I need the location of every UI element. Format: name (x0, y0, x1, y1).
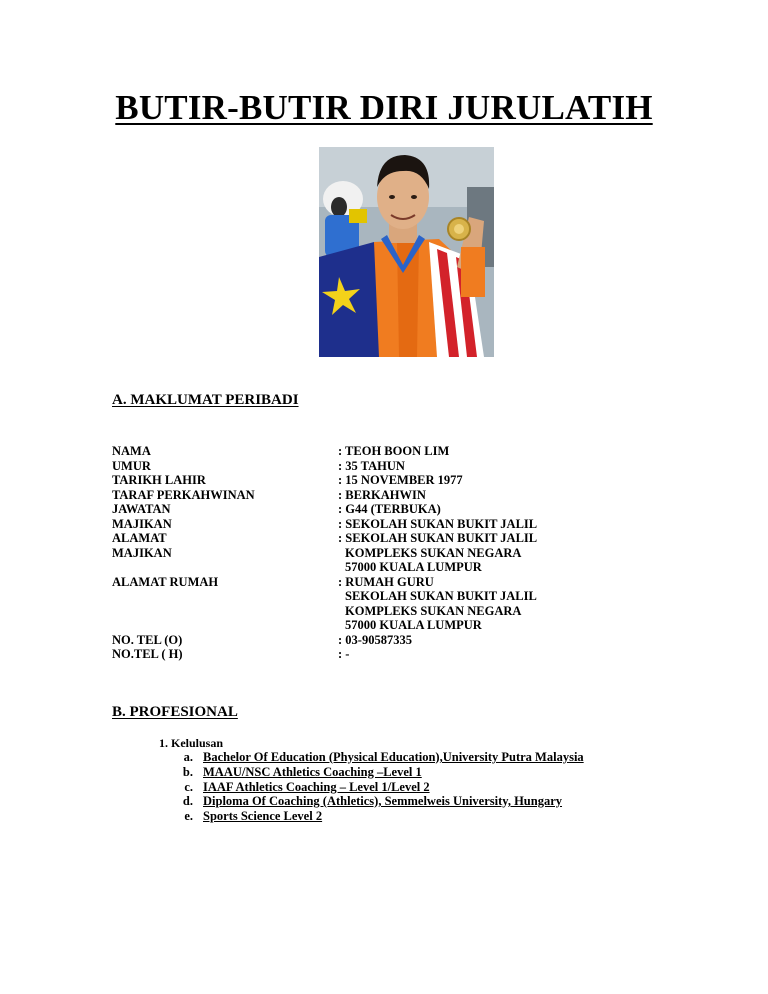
qualification-letter: b. (182, 765, 193, 779)
qualification-letter: c. (184, 779, 193, 794)
label-nama: NAMA (112, 444, 151, 458)
label-majikan: MAJIKAN (112, 516, 172, 531)
value-no-tel-o: : 03-90587335 (338, 632, 412, 647)
section-a-heading: A. MAKLUMAT PERIBADI (112, 392, 299, 408)
label-alamat-rumah: ALAMAT RUMAH (112, 574, 219, 589)
value-tarikh-lahir: : 15 NOVEMBER 1977 (338, 473, 463, 487)
label-taraf-perkahwinan: TARAF PERKAHWINAN (112, 487, 255, 502)
coach-photo-illustration (319, 147, 494, 357)
label-tarikh-lahir: TARIKH LAHIR (112, 473, 206, 487)
value-jawatan: : G44 (TERBUKA) (338, 502, 441, 516)
qualification-text: Bachelor Of Education (Physical Education),University Putra Malaysia (203, 750, 584, 764)
value-alamat-majikan-line1: : SEKOLAH SUKAN BUKIT JALIL (338, 531, 538, 545)
coach-photo (319, 147, 494, 357)
value-taraf-perkahwinan: : BERKAHWIN (338, 487, 426, 502)
qualification-letter: a. (183, 750, 193, 764)
value-alamat-rumah-line4: 57000 KUALA LUMPUR (345, 618, 482, 632)
value-alamat-majikan-line2: KOMPLEKS SUKAN NEGARA (345, 545, 522, 560)
qualification-text: Diploma Of Coaching (Athletics), Semmelweis University, Hungary (203, 794, 563, 808)
label-umur: UMUR (112, 458, 151, 473)
value-umur: : 35 TAHUN (338, 458, 405, 473)
qualification-letter: d. (182, 794, 193, 808)
document-title: BUTIR-BUTIR DIRI JURULATIH (115, 88, 653, 127)
value-nama: : TEOH BOON LIM (338, 444, 450, 458)
qualification-text: MAAU/NSC Athletics Coaching –Level 1 (203, 765, 422, 779)
label-alamat-majikan: MAJIKAN (112, 545, 172, 560)
kelulusan-label: 1. Kelulusan (159, 736, 224, 750)
qualification-text: IAAF Athletics Coaching – Level 1/Level 2 (203, 779, 430, 794)
qualification-text: Sports Science Level 2 (203, 808, 323, 823)
qualification-letter: e. (184, 808, 193, 823)
value-alamat-rumah-line3: KOMPLEKS SUKAN NEGARA (345, 603, 522, 618)
value-majikan: : SEKOLAH SUKAN BUKIT JALIL (338, 516, 538, 531)
label-alamat: ALAMAT (112, 531, 167, 545)
label-no-tel-o: NO. TEL (O) (112, 632, 183, 647)
value-alamat-majikan-line3: 57000 KUALA LUMPUR (345, 560, 482, 574)
label-no-tel-h: NO.TEL ( H) (112, 647, 183, 661)
value-no-tel-h: : - (338, 647, 350, 661)
value-alamat-rumah-line1: : RUMAH GURU (338, 574, 434, 589)
label-jawatan: JAWATAN (112, 502, 171, 516)
section-b-heading: B. PROFESIONAL (112, 704, 238, 720)
value-alamat-rumah-line2: SEKOLAH SUKAN BUKIT JALIL (345, 589, 537, 603)
